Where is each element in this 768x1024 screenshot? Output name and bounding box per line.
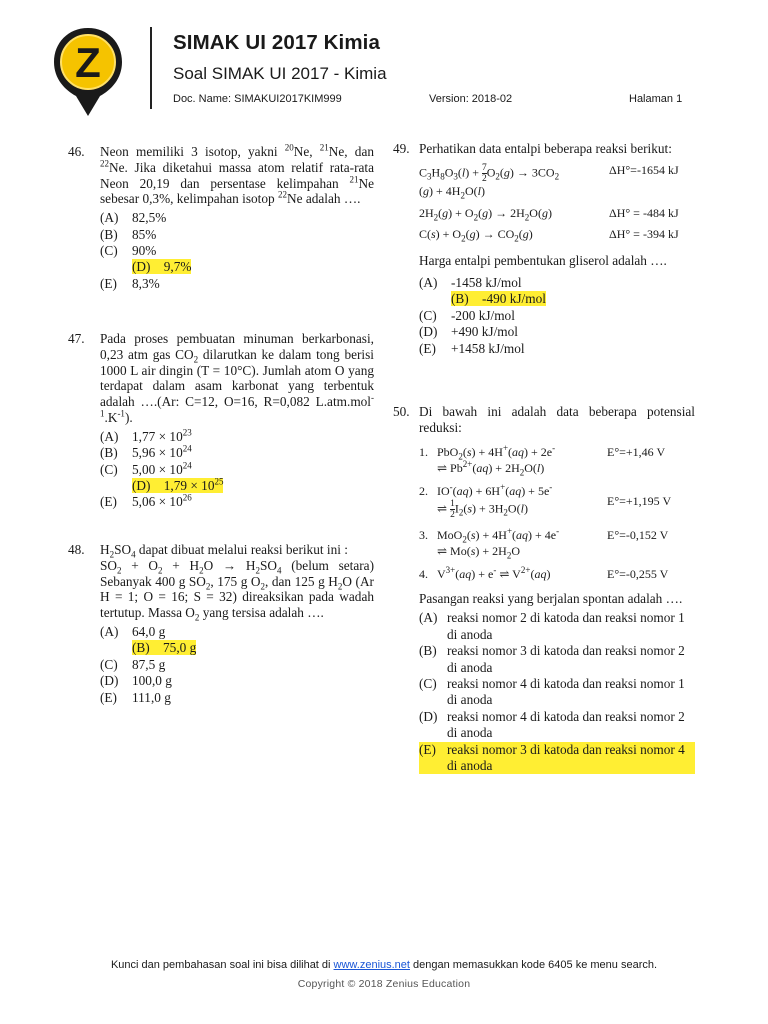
option-b[interactable]: (B) 75,0 g xyxy=(132,640,197,656)
option-d[interactable]: (D) reaksi nomor 4 di katoda dan reaksi nomor 2 di anoda xyxy=(419,708,685,741)
option-a[interactable]: (A) 82,5% xyxy=(100,210,167,226)
potential-value: E°=+1,46 V xyxy=(607,444,666,459)
reaction-row: $C_3H_8O_3(l)$ + $\frac{7}{2}$ $O_2(g) \to 3CO_2$ $(g) + 4H_2O(l)$ ΔH°=-1654 kJ xyxy=(419,163,679,206)
question-prompt: Harga entalpi pembentukan gliserol adalah …. xyxy=(419,253,667,269)
question-number: 50. xyxy=(393,404,410,419)
option-d[interactable]: (D) +490 kJ/mol xyxy=(419,324,518,340)
doc-version: Version: 2018-02 xyxy=(429,93,513,105)
option-e[interactable]: (E) 111,0 g xyxy=(100,689,171,705)
enthalpy-value: ΔH°=-1654 kJ xyxy=(609,162,679,177)
footer-note: Kunci dan pembahasan soal ini bisa dilihat di www.zenius.net dengan memasukkan kode 6405 ke menu search. xyxy=(110,959,658,971)
option-a[interactable]: (A) 64,0 g xyxy=(100,623,166,639)
option-b[interactable]: (B) -490 kJ/mol xyxy=(451,291,546,307)
question-stem: Perhatikan data entalpi beberapa reaksi berikut: xyxy=(419,141,672,156)
potential-row: 3. MoO$_2$(s) + 4H+(aq) + 4e- ⇌ $Mo(s) + 2H_2O$ E°=-0,152 V xyxy=(419,527,671,566)
enthalpy-value: ΔH° = -394 kJ xyxy=(609,227,679,242)
header-divider xyxy=(150,27,152,109)
reaction-row: $C(s) + O_2(g) \to CO_2(g)$ ΔH° = -394 kJ xyxy=(419,227,679,249)
option-d[interactable]: (D) 100,0 g xyxy=(100,673,172,689)
option-a[interactable]: (A) $1,77 \times 10^{23}$ xyxy=(100,427,192,444)
question-stem: Di bawah ini adalah data beberapa potensial reduksi: xyxy=(419,404,695,435)
option-d[interactable]: (D) $1,79 \times 10^{25}$ xyxy=(132,476,224,493)
question-number: 49. xyxy=(393,141,410,156)
option-c[interactable]: (C) $5,00 \times 10^{24}$ xyxy=(100,460,192,477)
option-b[interactable]: (B) reaksi nomor 3 di katoda dan reaksi nomor 2 di anoda xyxy=(419,643,685,675)
answer-options xyxy=(419,610,695,774)
page-subtitle: Soal SIMAK UI 2017 - Kimia xyxy=(173,64,387,83)
potential-value: E°=-0,255 V xyxy=(607,566,669,581)
question-number: 48. xyxy=(68,542,85,557)
potential-row: 4. $V^{3+}(aq) + e^-$ ⇌ $V^{2+}(aq)$ E°=-0,255 V xyxy=(419,566,671,589)
answer-options xyxy=(100,210,374,292)
option-e[interactable]: (E) reaksi nomor 3 di katoda dan reaksi nomor 4 di anoda xyxy=(419,742,695,775)
question-prompt: Pasangan reaksi yang berjalan spontan adalah …. xyxy=(419,590,683,606)
option-b[interactable]: (B) $5,96 \times 10^{24}$ xyxy=(100,443,192,461)
option-d[interactable]: (D) 9,7% xyxy=(132,259,192,275)
doc-page: Halaman 1 xyxy=(629,93,683,105)
question-number: 47. xyxy=(68,331,85,346)
option-e[interactable]: (E) 8,3% xyxy=(100,275,160,291)
option-c[interactable]: (C) 87,5 g xyxy=(100,656,166,672)
option-e[interactable]: (E) +1458 kJ/mol xyxy=(419,340,525,356)
option-c[interactable]: (C) -200 kJ/mol xyxy=(419,307,515,323)
potential-table xyxy=(419,444,671,589)
question-stem: Neon memiliki 3 isotop, yakni $^{20}$Ne, $^{21}$Ne, dan $^{22}$Ne. Jika diketahui massa atom relatif rata-rata Neon 20,19 dan persentase kelimpahan $^{21}$Ne sebesar 0,3%, kelimpahan isotop $^{22}$Ne adalah …. xyxy=(100,142,374,207)
option-e[interactable]: (E) $5,06 \times 10^{26}$ xyxy=(100,492,192,510)
answer-options xyxy=(100,624,374,706)
potential-value: E°=+1,195 V xyxy=(607,494,672,509)
potential-row: 2. IO-(aq) + 6H+(aq) + 5e- ⇌ $\frac{1}{2}$ $I_2(s) + 3H_2O(l)$ E°=+1,195 V xyxy=(419,483,671,527)
option-a[interactable]: (A) reaksi nomor 2 di katoda dan reaksi nomor 1 di anoda xyxy=(419,610,685,642)
reaction-row: $2H_2(g) + O_2(g) \to 2H_2O(g)$ ΔH° = -484 kJ xyxy=(419,206,679,228)
potential-row: 1. PbO$_2$(s) + 4H+(aq) + 2e- ⇌ $Pb^{2+}(aq) + 2H_2O(l)$ E°=+1,46 V xyxy=(419,444,671,483)
potential-value: E°=-0,152 V xyxy=(607,527,669,542)
option-b[interactable]: (B) 85% xyxy=(100,226,157,242)
enthalpy-table xyxy=(419,163,679,249)
option-c[interactable]: (C) 90% xyxy=(100,243,157,258)
answer-options xyxy=(419,275,695,357)
answer-options xyxy=(100,429,374,511)
option-a[interactable]: (A) -1458 kJ/mol xyxy=(419,274,522,290)
question-stem: $H_2SO_4$ dapat dibuat melalui reaksi berikut ini : $SO_2 + O_2 + H_2O \to H_2SO_4$ (belum setara) Sebanyak 400 g $SO_2$, 175 g $O_2$, dan 125 g $H_2O$ (Ar H = 1; O = 16; S = 32) direaksikan pada wadah tertutup. Massa $O_2$ yang tersisa adalah …. xyxy=(100,542,375,623)
question-stem: Pada proses pembuatan minuman berkarbonasi, 0,23 atm gas $CO_2$ dilarutkan ke dalam tong berisi 1000 L air dingin (T = 10°C). Jumlah atom O yang terdapat dalam asam karbonat yang terbentuk adalah ….(Ar: C=12, O=16, R=0,082 $L.atm.mol^{-1}.K^{-1}$). xyxy=(100,331,374,425)
enthalpy-value: ΔH° = -484 kJ xyxy=(609,205,679,220)
doc-name: Doc. Name: SIMAKUI2017KIM999 xyxy=(173,93,342,105)
zenius-logo xyxy=(52,26,124,118)
zenius-link[interactable]: www.zenius.net xyxy=(333,959,410,971)
logo-letter: Z xyxy=(75,39,101,86)
option-c[interactable]: (C) reaksi nomor 4 di katoda dan reaksi nomor 1 di anoda xyxy=(419,676,685,708)
question-number: 46. xyxy=(68,144,85,159)
page-title: SIMAK UI 2017 Kimia xyxy=(173,31,380,54)
copyright: Copyright © 2018 Zenius Education xyxy=(297,978,471,990)
